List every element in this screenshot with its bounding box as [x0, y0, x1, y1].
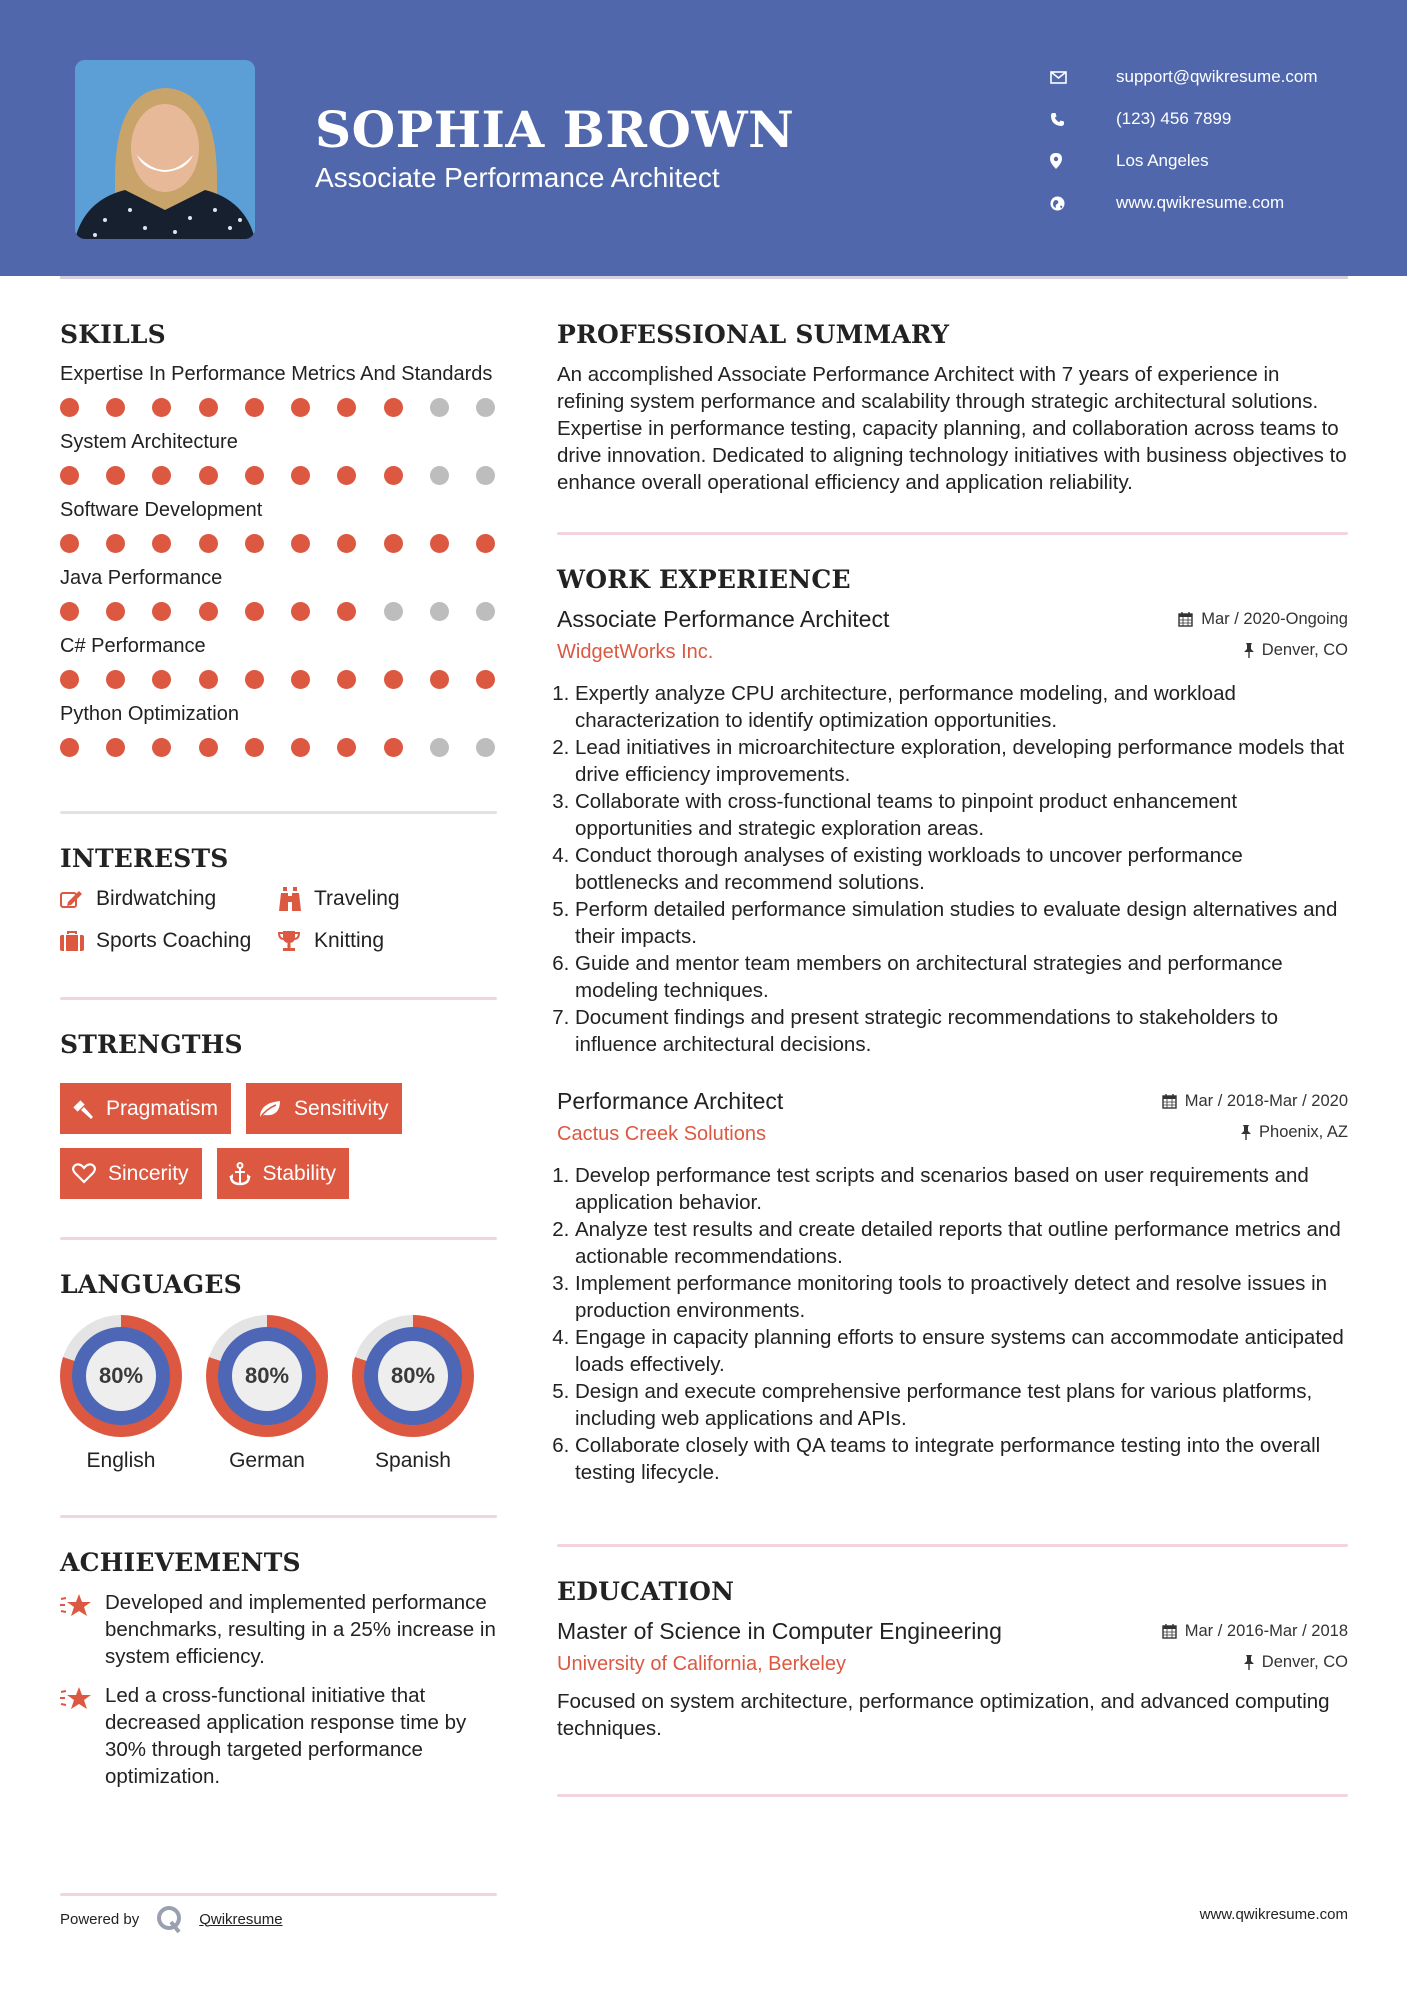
- duty-item: 2. Lead initiatives in microarchitecture exploration, developing performance models that drive efficiency improvements.: [575, 734, 1348, 788]
- rating-dot-filled: [245, 670, 264, 689]
- pushpin-icon: [1244, 643, 1254, 658]
- rating-dot-filled: [106, 670, 125, 689]
- experience-section: [557, 565, 1348, 1486]
- rating-dot-empty: [430, 602, 449, 621]
- rating-dot-filled: [199, 738, 218, 757]
- rating-dot-empty: [430, 398, 449, 417]
- language-progress-donut: 80%: [352, 1315, 474, 1437]
- skill-rating: [60, 466, 497, 485]
- rating-dot-empty: [476, 398, 495, 417]
- rating-dot-filled: [245, 398, 264, 417]
- section-divider: [60, 811, 497, 814]
- contact-phone[interactable]: (123) 456 7899: [1050, 98, 1318, 140]
- rating-dot-empty: [476, 738, 495, 757]
- rating-dot-filled: [199, 466, 218, 485]
- interests-section: [60, 844, 497, 953]
- duty-item: 1. Develop performance test scripts and scenarios based on user requirements and application behavior.: [575, 1162, 1348, 1216]
- skill-name: System Architecture: [60, 431, 238, 453]
- language-progress-donut: 80%: [206, 1315, 328, 1437]
- interest-item: Knitting: [278, 929, 498, 953]
- rating-dot-filled: [152, 602, 171, 621]
- rating-dot-filled: [152, 398, 171, 417]
- header-divider: [60, 276, 1348, 279]
- language-item: 80% German: [206, 1315, 328, 1473]
- language-item: 80% English: [60, 1315, 182, 1473]
- rating-dot-filled: [384, 398, 403, 417]
- rating-dot-filled: [106, 738, 125, 757]
- rating-dot-filled: [106, 466, 125, 485]
- interest-item: Traveling: [278, 887, 498, 911]
- rating-dot-empty: [430, 738, 449, 757]
- pushpin-icon: [1244, 1655, 1254, 1670]
- rating-dot-filled: [152, 670, 171, 689]
- company-name: Cactus Creek Solutions: [557, 1123, 766, 1145]
- duty-item: 4. Engage in capacity planning efforts to ensure systems can accommodate anticipated loads effectively.: [575, 1324, 1348, 1378]
- rating-dot-filled: [291, 398, 310, 417]
- rating-dot-filled: [291, 534, 310, 553]
- qwikresume-logo-icon: [155, 1904, 185, 1934]
- rating-dot-filled: [199, 602, 218, 621]
- skill-name: Expertise In Performance Metrics And Standards: [60, 363, 493, 385]
- rating-dot-filled: [384, 466, 403, 485]
- duty-item: 3. Collaborate with cross-functional teams to pinpoint product enhancement opportunities and strategic exploration areas.: [575, 788, 1348, 842]
- strength-chip: Sensitivity: [246, 1083, 402, 1134]
- experience-heading: WORK EXPERIENCE: [557, 565, 851, 594]
- rating-dot-filled: [337, 534, 356, 553]
- skill-rating: [60, 602, 497, 621]
- skills-section: [60, 320, 497, 757]
- rating-dot-empty: [384, 602, 403, 621]
- rating-dot-filled: [430, 534, 449, 553]
- job-dates: Mar / 2020-Ongoing: [1178, 610, 1348, 629]
- summary-section: [557, 320, 1348, 496]
- achievement-item: Led a cross-functional initiative that decreased application response time by 30% through targeted performance optimization.: [60, 1682, 497, 1790]
- interest-item: Sports Coaching: [60, 929, 278, 953]
- summary-text: An accomplished Associate Performance Architect with 7 years of experience in refining system performance and scalability through strategic architectural solutions. Expertise in performance testing, capacity planning, and collaboration across teams to drive innovation. Dedicated to aligning technology initiatives with business objectives to enhance overall operational efficiency and application reliability.: [557, 363, 1347, 494]
- rating-dot-filled: [245, 738, 264, 757]
- education-location: Denver, CO: [1244, 1653, 1348, 1672]
- skill-name: Python Optimization: [60, 703, 239, 725]
- rating-dot-filled: [199, 534, 218, 553]
- languages-list: [60, 1315, 497, 1473]
- section-divider: [60, 997, 497, 1000]
- right-column: [557, 320, 1348, 1797]
- rating-dot-filled: [152, 534, 171, 553]
- job-location: Denver, CO: [1244, 641, 1348, 660]
- phone-icon: [1050, 112, 1080, 127]
- star-icon: [60, 1682, 105, 1790]
- rating-dot-filled: [245, 466, 264, 485]
- rating-dot-filled: [384, 670, 403, 689]
- job-entry: [557, 1088, 1348, 1486]
- map-marker-icon: [1050, 153, 1080, 169]
- skill-rating: [60, 738, 497, 757]
- interests-list: [60, 887, 497, 953]
- education-section: [557, 1577, 1348, 1742]
- skill-name: C# Performance: [60, 635, 206, 657]
- resume-header: [0, 0, 1407, 276]
- duty-item: 4. Conduct thorough analyses of existing workloads to uncover performance bottlenecks and recommend solutions.: [575, 842, 1348, 896]
- rating-dot-filled: [199, 670, 218, 689]
- rating-dot-filled: [476, 534, 495, 553]
- interests-heading: INTERESTS: [60, 844, 229, 873]
- duty-item: 3. Implement performance monitoring tools to proactively detect and resolve issues in production environments.: [575, 1270, 1348, 1324]
- rating-dot-filled: [337, 398, 356, 417]
- job-title: Associate Performance Architect: [557, 606, 890, 632]
- rating-dot-filled: [384, 738, 403, 757]
- rating-dot-filled: [106, 534, 125, 553]
- candidate-name: SOPHIA BROWN: [315, 100, 795, 159]
- powered-by: Powered by Qwikresume: [60, 1904, 283, 1934]
- anchor-icon: [229, 1162, 251, 1186]
- job-dates: Mar / 2018-Mar / 2020: [1162, 1092, 1348, 1111]
- rating-dot-filled: [291, 738, 310, 757]
- rating-dot-filled: [152, 466, 171, 485]
- skill-rating: [60, 398, 497, 417]
- duty-item: 6. Guide and mentor team members on architectural strategies and performance modeling techniques.: [575, 950, 1348, 1004]
- achievement-item: Developed and implemented performance benchmarks, resulting in a 25% increase in system efficiency.: [60, 1589, 497, 1670]
- rating-dot-filled: [60, 670, 79, 689]
- education-entry: [557, 1618, 1348, 1742]
- duty-item: 2. Analyze test results and create detailed reports that outline performance metrics and actionable recommendations.: [575, 1216, 1348, 1270]
- achievements-heading: ACHIEVEMENTS: [60, 1548, 301, 1577]
- skill-rating: [60, 534, 497, 553]
- rating-dot-filled: [384, 534, 403, 553]
- rating-dot-filled: [60, 466, 79, 485]
- strength-chip: Stability: [217, 1148, 350, 1199]
- calendar-icon: [1178, 612, 1193, 627]
- rating-dot-filled: [60, 398, 79, 417]
- company-name: WidgetWorks Inc.: [557, 641, 714, 663]
- contact-email[interactable]: support@qwikresume.com: [1050, 56, 1318, 98]
- strengths-section: [60, 1030, 497, 1199]
- skill-name: Java Performance: [60, 567, 223, 589]
- job-entry: [557, 606, 1348, 1058]
- edit-icon: [60, 889, 96, 909]
- skill-rating: [60, 670, 497, 689]
- rating-dot-filled: [337, 466, 356, 485]
- languages-heading: LANGUAGES: [60, 1270, 242, 1299]
- leaf-icon: [258, 1099, 282, 1119]
- globe-icon: [1050, 196, 1080, 211]
- rating-dot-filled: [60, 534, 79, 553]
- duty-item: 7. Document findings and present strategic recommendations to stakeholders to influence architectural decisions.: [575, 1004, 1348, 1058]
- rating-dot-filled: [199, 398, 218, 417]
- duty-item: 6. Collaborate closely with QA teams to integrate performance testing into the overall testing lifecycle.: [575, 1432, 1348, 1486]
- rating-dot-filled: [60, 602, 79, 621]
- rating-dot-filled: [337, 602, 356, 621]
- qwikresume-link[interactable]: Qwikresume: [199, 1910, 283, 1928]
- envelope-icon: [1050, 71, 1080, 84]
- strength-chip: Pragmatism: [60, 1083, 231, 1134]
- rating-dot-empty: [476, 602, 495, 621]
- summary-heading: PROFESSIONAL SUMMARY: [557, 320, 950, 349]
- rating-dot-filled: [106, 602, 125, 621]
- job-title: Performance Architect: [557, 1088, 784, 1114]
- binoculars-icon: [278, 887, 314, 911]
- rating-dot-filled: [60, 738, 79, 757]
- calendar-icon: [1162, 1624, 1177, 1639]
- section-divider: [60, 1237, 497, 1240]
- strength-chip: Sincerity: [60, 1148, 202, 1199]
- trophy-icon: [278, 930, 314, 952]
- section-divider: [60, 1515, 497, 1518]
- gavel-icon: [72, 1098, 94, 1120]
- interest-item: Birdwatching: [60, 887, 278, 911]
- strengths-heading: STRENGTHS: [60, 1030, 243, 1059]
- section-divider: [557, 1794, 1348, 1797]
- achievements-section: [60, 1548, 497, 1790]
- rating-dot-empty: [430, 466, 449, 485]
- section-divider: [557, 532, 1348, 535]
- rating-dot-filled: [106, 398, 125, 417]
- education-description: Focused on system architecture, performance optimization, and advanced computing techniques.: [557, 1690, 1330, 1740]
- job-duties-list: [557, 680, 1348, 1058]
- rating-dot-filled: [291, 602, 310, 621]
- strengths-list: [60, 1083, 497, 1199]
- education-dates: Mar / 2016-Mar / 2018: [1162, 1622, 1348, 1641]
- job-duties-list: [557, 1162, 1348, 1486]
- school-name: University of California, Berkeley: [557, 1653, 846, 1675]
- rating-dot-filled: [291, 466, 310, 485]
- rating-dot-filled: [476, 670, 495, 689]
- rating-dot-filled: [337, 738, 356, 757]
- rating-dot-empty: [476, 466, 495, 485]
- footer-website[interactable]: www.qwikresume.com: [1199, 1906, 1348, 1923]
- rating-dot-filled: [245, 534, 264, 553]
- contact-list: [1050, 56, 1318, 224]
- degree-title: Master of Science in Computer Engineering: [557, 1618, 1002, 1644]
- rating-dot-filled: [291, 670, 310, 689]
- duty-item: 5. Design and execute comprehensive performance test plans for various platforms, including web applications and APIs.: [575, 1378, 1348, 1432]
- skill-name: Software Development: [60, 499, 263, 521]
- language-item: 80% Spanish: [352, 1315, 474, 1473]
- education-heading: EDUCATION: [557, 1577, 735, 1606]
- footer-divider: [60, 1893, 497, 1896]
- pushpin-icon: [1241, 1125, 1251, 1140]
- star-icon: [60, 1589, 105, 1670]
- profile-photo: [75, 60, 255, 239]
- section-divider: [557, 1544, 1348, 1547]
- skills-heading: SKILLS: [60, 320, 166, 349]
- language-progress-donut: 80%: [60, 1315, 182, 1437]
- contact-website[interactable]: www.qwikresume.com: [1050, 182, 1318, 224]
- suitcase-icon: [60, 931, 96, 951]
- rating-dot-filled: [245, 602, 264, 621]
- job-location: Phoenix, AZ: [1241, 1123, 1348, 1142]
- left-column: [60, 320, 497, 1790]
- heart-icon: [72, 1163, 96, 1184]
- calendar-icon: [1162, 1094, 1177, 1109]
- contact-location: Los Angeles: [1050, 140, 1318, 182]
- rating-dot-filled: [337, 670, 356, 689]
- candidate-title: Associate Performance Architect: [315, 162, 720, 193]
- duty-item: 5. Perform detailed performance simulation studies to evaluate design alternatives and their impacts.: [575, 896, 1348, 950]
- skills-list: [60, 361, 497, 757]
- rating-dot-filled: [152, 738, 171, 757]
- duty-item: 1. Expertly analyze CPU architecture, performance modeling, and workload characterization to identify optimization opportunities.: [575, 680, 1348, 734]
- rating-dot-filled: [430, 670, 449, 689]
- languages-section: [60, 1270, 497, 1473]
